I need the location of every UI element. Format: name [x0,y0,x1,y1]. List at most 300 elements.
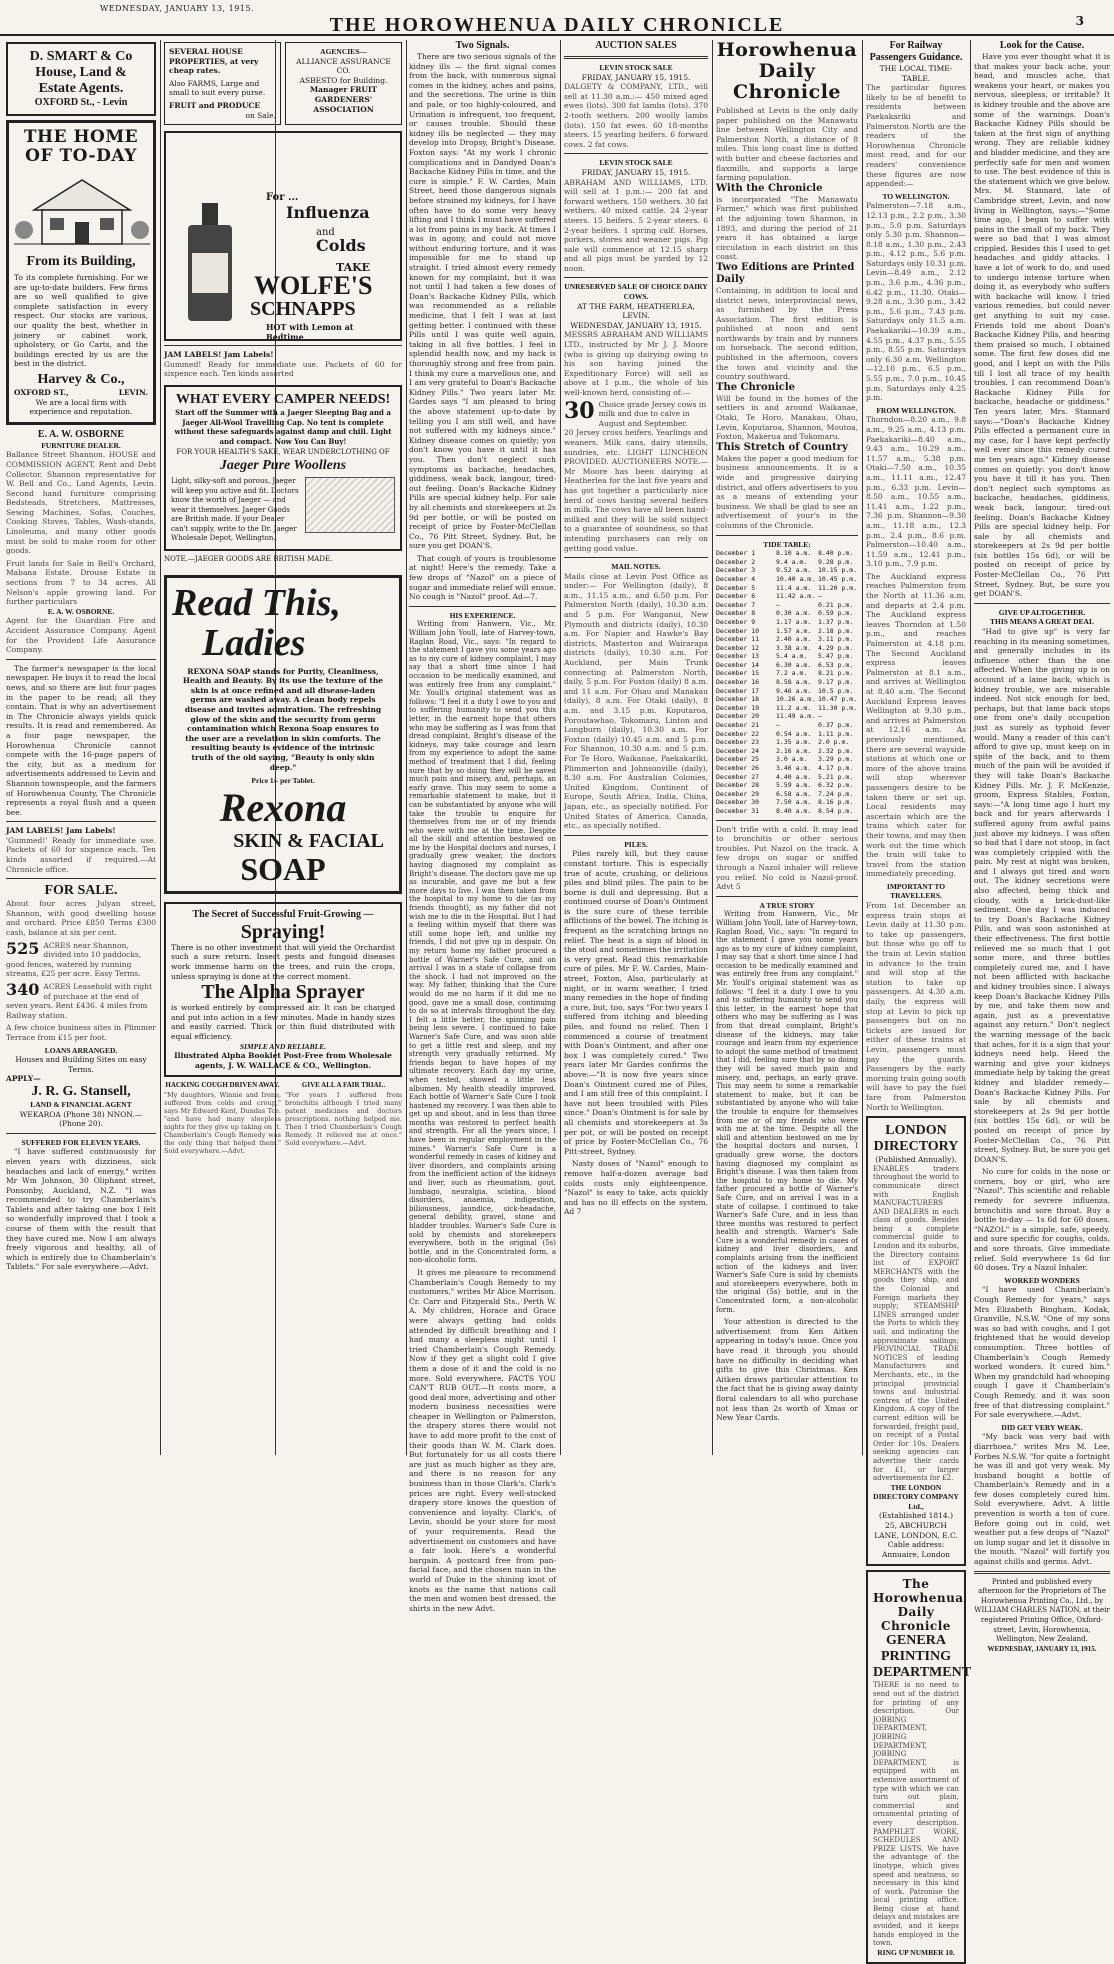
tide-pm: 10.47 p.m. [818,695,858,704]
harvey-name: Harvey & Co., [37,371,125,387]
sale-4: A few choice business sites in Plimmer Terrace from £15 per foot. [6,1023,156,1042]
jaeger-brand: Jaeger Pure Woollens [219,457,347,473]
auction-heading: AUCTION SALES [595,40,677,51]
tide-day: December 16 [716,678,760,687]
tide-day: December 20 [716,712,760,721]
jaeger-small: Light, silky-soft and porous, Jaeger will keep you active and fit. Doctors know the worth of Jaeger — and wear it themselves. Jaeger Goods are British made. If your Dealer can't supply, write to the Dr. Jaeger Wholesale Depot, Wellington. [171,476,299,543]
read-this: Read This, [172,581,341,624]
tide-row [716,798,858,807]
tide-pm: 6.32 p.m. [818,781,854,790]
no-cure-text: No cure for colds in the nose or corners, boy or girl, who are "Nazol". This scientific and reliable remedy for sevrere influenza, bronchitis and sore throat. Buy a bottle to-day — 1s 6d for 60 doses. "NAZOL" is a simple, safe, speedy, and sure specific for coughs, colds, and sore throats. Give immediate relief. Sold everywhere 1s 6d for 60 doses. Try a Nazol Inhaler. [974,1167,1110,1273]
tide-pm: 5.21 p.m. [818,772,854,781]
issue-date: WEDNESDAY, JANUARY 13, 1915. [100,4,255,13]
home-title-1: THE HOME [23,127,139,147]
sale-1: About four acres Julyan street, Shannon, with good dwelling house and orchard. Price £850 Terms £300 cash, balance at six per cent. [6,899,156,938]
tide-day: December 29 [716,789,760,798]
rexona-brand: Rexona [219,784,347,830]
stretch-heading: This Stretch of Country [716,441,848,453]
tide-day: December 27 [716,772,760,781]
very-weak-heading: DID GET VERY WEAK. [1001,1422,1083,1432]
tide-am: 9.52 a.m. [776,566,812,575]
friday-1: FRIDAY, JANUARY 15, 1915. [581,72,691,82]
experience-text: Writing from Hanwern, Vic., Mr. William John Youll, late of Harvey-town, Raglan Road, Vic., says: "In regard to the statement I gave you some years ago as to my cure of kidney complaint, I may say that a short time since I had occasion to be medically examined, and was entirely free from any complaint." Mr. Youll's original statement was as follows: "I feel it a duty I owe to you and to suffering humanity to send you this letter, in the earnest hope that others who may be suffering as I was from that dread complaint, Bright's disease of the kidneys, may take courage and learn from my experience to adopt the same method of treatment that I did, feeling sure that by so doing they will be saved much pain and misery, and, perhaps, an early grave. This may seem to some a remarkable statement to make, but it can be substantiated by anyone who will take the trouble to enquire for themselves from me or of my friends who were with me at the time. Despite all the skill and attention bestowed on me by the Hospital doctors and nurses, I gradually grew weaker, the doctors having diagnosed my complaint as Bright's disease. The doctors gave me up as incurable, and gave me but a few more days to live. I was then taken from the hospital to my home to die (as my friends thought), as my father did not wish me to die in the Hospital. But I had a feeling within myself that there was still some hope left, and unlike my friends, I did not give up in despair. On my return home my father procured a bottle of Warner's Safe Cure, and on arrival I was in a state of collapse from the shock. I had not improved on the way. My father, thinking that the Cure would do me no harm if it did me no good, gave me a small dose, continuing to do so at intervals throughout the day. I felt a little better, the spinning pain being less severe. I continued to take Warner's Safe Cure, and was soon able to get a little rest and sleep, and my strength very gradually returned. My friends began to have hopes of my ultimate recovery. Each day my urine, when tested, showed a little less albumen. My health steadily improved. Each bottle of Warner's Safe Cure I took hastened my recovery. I was then able to get up and about, and in less than three months was restored to perfect health and strength. For all the years since, I have been in regular employment in the mines." Warner's Safe Cure is a wonderful remedy in cases of kidney and liver disorders, and complaints arising from the inefficient action of the kidneys and liver, such as rheumatism, gout, lumbago, neuralgia, sciatica, blood disorders, anaemia, indigestion, biliousness, jaundice, sick-headache, general debility, gravel, stone and bladder troubles. Warner's Safe Cure is sold by chemists and storekeepers everywhere, both in the original (5s) bottle, and in the Concentrated form, a non-alcoholic form. [409,620,556,1265]
ring-up: RING UP NUMBER 10. [877,1947,955,1957]
tide-row [716,712,858,721]
tide-row [716,721,858,730]
tide-row [716,755,858,764]
osborne-text-2: Fruit lands for Sale in Bell's Orchard, Mabana Estate. Drouse Estate in sections from 7 to 34 acres. All Nelson's apple growing land. For further particulars [6,558,156,607]
tide-row [716,781,858,790]
agencies-2: Also FARMS, Large and small to suit every purse. [169,78,266,98]
agencies-4: on Sale. [245,110,276,120]
tide-am: 1.57 a.m. [776,626,812,635]
the-chronicle-heading: The Chronicle [716,381,796,393]
mail-heading: MAIL NOTES. [611,562,661,572]
tide-row [716,592,858,601]
tide-am: 6.58 a.m. [776,789,812,798]
influenza-for: For ... [266,192,299,204]
tide-am: 3.38 a.m. [776,643,812,652]
tide-row [716,618,858,627]
booklet: Illustrated Alpha Booklet Post-Free from Wholesale agents, J. W. WALLACE & CO., Wellington. [174,1051,392,1070]
printing-ad [866,1570,972,1964]
croup-heading: HACKING COUGH DRIVEN AWAY. [165,1081,280,1090]
tide-row [716,627,858,636]
true-story-heading: A TRUE STORY [759,900,815,910]
tide-row [716,669,858,678]
tide-pm: 9.28 p.m. [818,557,854,566]
piles-text: Piles rarely kill, but they cause constant torture. This is especially true of acute, crushing, or delirious piles and blind piles. The pain to be borne is dull and depressing. But a continued course of Doan's Ointment is the sure cure of these terrible afflictions of the bowel. The itching is frequent as the scratching brings no relief. The heat is a sign of blood in the stool and sometimes the irritation is very great. Read this remarkable cure of piles. Mr F. W. Cardes, Main-street, Foxton, Also, particularly at night, or in warm weather. I tried many remedies in the hope of finding a cure, but, too, says "For two years I suffered from itching and bleeding piles, and found no relief. Then I commenced a course of treatment with Doan's Ointment, and after one box I was completely cured." Two years later Mr Gardes confirms the above:—"It is now five years since Doan's Ointment cured me of Piles, and I am still free of this complaint. I have not been troubled with Piles since." Doan's Ointment is for sale by all chemists and storekeepers at 3s per pot, or will be posted on receipt of price by Foster-McClellan Co., 76 Pitt-street, Sydney. [564,849,708,1156]
levin-stock-1: LEVIN STOCK SALE [599,63,673,72]
signals-text: There are two serious signals of the kidney ills — the first signal comes from the back, with numerous signal comes in the kidney, aches and pains, and the secretions. The urine is thin and pale, or too highly-coloured, and Urination is infrequent, too frequent, or causes trouble. Should these kidney ills be neglected — they may develop into Dropsy, Bright's Disease. Foxton says: "At my work I chronic complications and in Dandyed Doan's Backache Kidney Pills in time, and the cure is simple." F. W. Cardes, Main Street, heed those dangerous signals before strained my kidneys, for I have often have to do some very heavy lifting and I think I must have suffered a lot from pains in my back. At times I was in agony, and could not move without enduring torture, and it was impossible for me to stand up straight. I tried almost every remedy known for my complaint, but it was not until I had taken a few doses of Doan's Backache Kidney Pills, which was recommended as a reliable medicine, that I felt I was at last getting better. I continued with these Pills until I was quite well again, taking in all five bottles. I feel in splendid health now, and my back is thoroughly strong and free from pain. I think my cure a marvellous one, and I am very grateful to Doan's Backache Kidney Pills." Two years later Mr. Gardes says "I am pleased to bring the above statement up-to-date by telling you I am still well, and have not suffered with my kidneys since." Kidney disease comes on quietly; you don't know you have it until it has you. Then don't neglect such symptoms as backache, headaches, giddiness, weak back, langour, tired-out feeling. Doan's Backache Kidney Pills are special kidney help. For sale by all chemists and storekeepers at 2s 9d per bottle, or will be posted on receipt of price by Foster-McClellan Co., 76 Pitt Street, Sydney. But, be sure you get DOAN'S. [409,52,557,551]
tide-row [716,738,858,747]
tide-row [716,687,858,696]
agencies-1: SEVERAL HOUSE PROPERTIES, at very cheap rates. [169,47,259,76]
tide-day: December 11 [716,635,760,644]
two-editions-heading: Two Editions are Printed Daily [716,261,855,285]
london-established: (Established 1814.) [878,1511,954,1521]
tide-day: December 13 [716,652,760,661]
two-editions-text: Containing, in addition to local and district news, interprovincial news, as furnished by the Press Association. The first edition is published at noon and sent northwards by train and by runners on horseback. The second edition, published in the afternoon, covers the town and vicinity and the country southward. [716,285,858,382]
smart-name: D. SMART & Co [29,49,133,64]
column-rule [862,40,863,1455]
tide-pm: 1.37 p.m. [818,617,854,626]
tide-day: December 6 [716,592,756,601]
alpha-heading: The Alpha Sprayer [201,981,365,1004]
agencies-ad [164,42,281,125]
jaeger-under: FOR YOUR HEALTH'S SAKE, WEAR UNDERCLOTHING OF [176,448,390,457]
tide-day: December 25 [716,755,760,764]
tide-day: December 24 [716,746,760,755]
tide-pm: 8.54 p.m. [818,806,854,815]
tide-day: December 26 [716,764,760,772]
trifle-text: Don't trifle with a cold. It may lead to bronchitis or other serious troubles. Put Nazol on the track. A few drops on sugar or sniffed through a Nazol inhaler will relieve you relief. No cold is Nazol-proof. Advt 5 [716,824,858,892]
column-5 [716,40,858,1455]
home-title-2: OF TO-DAY [25,146,137,166]
jam-heading-2: JAM LABELS! Jam Labels! [164,350,274,360]
tide-day: December 2 [716,557,756,566]
tide-am: 3.0 a.m. [776,755,808,764]
london-word: LONDON [885,1123,947,1139]
tide-am: 11.2 a.m. [776,703,812,712]
tide-pm: 11.20 p.m. [818,583,858,592]
sale-3-text: ACRES Leasehold with right of purchase at the end of seven years. Rent £436. 4 miles from Railway station. [6,982,152,1020]
tide-pm: 6.53 p.m. [818,660,854,669]
ladies-word: Ladies [202,621,306,664]
tide-row [716,695,858,704]
published-text: Published at Levin is the only daily paper published on the Manawatu line between Wellington City and Palmerston North, a distance of 8 miles. This long coast line is dotted with butter and cheese factories and flaxmills, and supports a large farming population. [716,106,858,183]
tide-am: 11.4 a.m. [776,583,812,592]
alpha-text: is worked entirely by compressed air. It can be charged and put into action in a few minutes. Made in handy sizes and easily carried. Thick or thin fluid distributed with equal efficiency. [171,1003,395,1041]
tide-pm: 7.24 p.m. [818,789,854,798]
london-address: 25, ABCHURCH LANE, LONDON, E.C. Cable address: Annuaire, London [874,1521,958,1559]
attention-text: Your attention is directed to the advertisement from Ken Aitken appearing in today's issue. Once you have read it through you should have no difficulty in deciding what gifts to give this Christmas. Ken Aitken draws particular attention to the fact that he is giving away dainty floral calendars to all who purchase not less than 2s worth of Xmas or New Year Cards. [716,1317,858,1423]
with-heading: With the Chronicle [716,182,823,194]
agencies-5: ALLIANCE ASSURANCE CO. [296,56,391,76]
tide-pm: 3.11 p.m. [818,635,854,644]
true-story-text: Writing from Hanwern, Vic., Mr William John Youll, late of Harvey-town, Raglan Road, Vic., says: "In regard to the statement I gave you some years ago as to my cure of kidney complaint, I may say that a short time since I had occasion to be medically examined and was entirely free from any complaint." Mr. Youll's original statement was as follows: "I feel it a duty I owe to you and to suffering humanity to send you this letter, in the earnest hope that others who may be suffering as I was from that dread complaint, Bright's disease of the kidneys, may take courage and learn from my experience to adopt the same method of treatment that I did, feeling sure that by so doing they will be saved much pain and misery, and, perhaps, an early grave. This may seem to some a remarkable statement to make, but it can be substantiated by anyone who will take the trouble to enquire for themselves from me or of my friends who were with me at the time. Despite all the skill and attention bestowed on me by the hospital doctors and nurses, I gradually grew worse, the doctors having diagnosed my complaint as Bright's disease. I was then taken from the hospital to my home to die. My father procured a bottle of Warner's Safe Cure, and on arrival I was in a state of collapse. I continued to take Warner's Safe Cure, and in less than three months was restored to perfect health and strength. Warner's Safe Cure is a wonderful remedy in cases of kidney and liver disorders, and complaints arising from the inefficient action of the kidneys and liver. Warner's Safe Cure is sold by chemists and storekeepers everywhere, both in the original (5s) bottle, and in the Concentrated form, a non-alcoholic form. [716,910,858,1314]
agencies-6: ASBESTO for Building. [299,75,388,85]
tide-day: December 5 [716,583,756,592]
tide-row [716,584,858,593]
thirty-text: Choice grade Jersey cows in milk and due to calve in August and September. [598,399,707,428]
secret-heading: The Secret of Successful Fruit-Growing — [192,908,374,920]
give-up-heading: GIVE UP ALTOGETHER. [998,607,1086,617]
paper-title-1: Horowhenua [716,39,858,61]
tide-day: December 30 [716,798,760,807]
very-weak-text: "My back was very bad with diarrhoea," writes Mrs M. Lee, Forbes N.S.W. "for quite a fortnight he was ill and got very weak. My husband bought a bottle of Chamberlain's Remedy and in a few doses completely cured him. Sold everywhere. Advt. A little prevention is worth a ton of cure. Before going out in cold, wet weather put a few drops of "Nazol" on lump sugar and let it dissolve in the mouth. "Nazol" will fortify you against chills and germs. Advt. [974,1432,1110,1567]
published-annually: (Published Annually). [875,1155,957,1165]
rail-text: The particular figures likely to be of benefit to residents between Paekakariki and Palmerston North are the readers of the Horowhenua Chronicle most read, and for our readers' convenience these figures are now appended:— [866,83,966,189]
paper-title-2: Daily [758,60,816,82]
tide-table [716,549,858,815]
printing-word: PRINTING [880,1649,951,1665]
important-heading: IMPORTANT TO TRAVELLERS. [886,881,946,901]
osborne-sig: E. A. W. OSBORNE. [47,606,115,616]
genera-word: GENERA [886,1633,946,1649]
cause-text: Have you ever thought what it is that makes your back ache, your head, and muscles ache, that weakens your heart, or makes you nervous, sleepless, or irritable? It is kidney trouble and the above are some of the warnings. Doan's Backache Kidney Pills should be taken at the first sign of anything wrong. They are reliable kidney and bladder medicine, and they are perfectly safe for men and women to use. The best evidence of this is the statement which we give below. Mrs. M. Stannard, late of Cambridge street, Levin, and now living in Wellington, says:—"Some time ago, I began to suffer with pains in the small of my back. They were so bad that I was almost crippled. Besides this I used to get headaches and giddy attacks. I have a lot of work to do, and used to undergo intense torture when doing it, as everybody who suffers with backache will know. I tried various remedies, but could never get anything to suit my case. Friends told me about Doan's Backache Kidney Pills, and hearing them praised so much, I obtained some. The first few doses did me good, and I kept on with the Pills till I lost all trace of my health troubles. I can recommend Doan's Backache Kidney Pills for backache, headache or giddiness." Ten years later, Mrs. Stannard says:—"Doan's Backache Kidney Pills effected a permanent cure in my case, for I have kept perfectly well ever since this remedy cured me ten years ago." Kidney disease comes on quietly: you don't know you have it till it has you. Then don't neglect such symptoms as backache, headaches, giddiness, weak back, langour, tired-out feeling. Doan's Backache Kidney Pills are special kidney help. For sale by all chemists and storekeepers at 2s 9d per bottle (six bottles 15s 6d), or will be posted on receipt of price by Foster-McClellan Co., 76 Pitt Street, Sydney. But, be sure you get DOAN'S. [974,52,1110,599]
bottle-icon [180,203,240,323]
hot-lemon: HOT with Lemon at Bedtime [266,322,354,342]
tide-row [716,575,858,584]
tide-am: 0.54 a.m. [776,729,812,738]
tide-heading: TIDE TABLE: [763,539,811,549]
nazol-text: That cough of yours is troublesome at night! Here's the remedy. Take a few drops of "Nazol" on a piece of sugar and immediate relief will ensue. No cough is "Nazol" proof. Ad—7. [409,553,556,602]
important-text: From 1st December an express train stops at Levin daily at 11.30 p.m. to take up passengers, but those who go off to the train at Levin station in advance to the train and will stop at the station to take up passengers. At 4.30 a.m. daily, the express will stop at Levin to pick up passengers but on no tickets are issued for either of these trains at Levin, passengers must pay the guards. Passengers by the early morning train going south will have to pay the fuel fare from Palmerston North to Wellington. [866,901,966,1112]
tide-pm: 4.29 p.m. [818,643,854,652]
tide-am: — [776,721,780,730]
croup-text: "My daughters, Winnie and Irene, suffered from colds and croup," says Mr Edward Kent, Dundas Tce. "and have had many sleepless nights for they give up taking on it. Chamberlain's Cough Remedy was the only thing that helped them." Sold everywhere.—Advt. [164,1090,281,1155]
stansell-sub: LAND & FINANCIAL AGENT [30,1099,132,1109]
tide-day: December 22 [716,729,760,738]
harvey-addr-right: LEVIN. [118,387,148,397]
suffered-heading: SUFFERED FOR ELEVEN YEARS. [21,1137,141,1147]
tide-am: 5.4 a.m. [776,652,808,661]
suffered-text: "I have suffered continuously for eleven years with dizziness, sick headaches and lack of energy," writes Mr Wm Johnson, 30 Oliphant street, Ponsonby, Auckland, N.Z. "I was recommended to try Chamberlain's Tablets and after taking one box I felt so wonderfully improved that I took a course of them with the result that they have cured me. Now I am always freely vigorous and healthy, all of which is entirely due to Chamberlain's Tablets." For sale everywhere.—Advt. [6,1147,156,1272]
tide-pm: 10.45 p.m. [818,574,858,583]
jaeger-note: NOTE.—JAEGER GOODS ARE BRITISH MADE. [164,555,333,564]
printed-by: Printed and published every afternoon for the Proprietors of The Horowhenua Printing Co., Ltd., by WILLIAM CHARLES NATION, at their registered Printing Office, Oxford-street, Levin, Horowhenua, Wellington, New Zealand. [974,1577,1110,1644]
tide-row [716,652,858,661]
tide-pm: 8.40 p.m. [818,549,854,558]
jam-heading: JAM LABELS! Jam Labels! [6,826,116,836]
give-up-sub: THIS MEANS A GREAT DEAL [990,617,1094,627]
skin-facial: SKIN & FACIAL [233,829,384,852]
tide-row [716,678,858,687]
tide-am: 2.40 a.m. [776,635,812,644]
influenza-word: Influenza [286,203,370,223]
tide-am: 1.35 a.m. [776,738,812,747]
tide-row [716,661,858,670]
jersey-text: 20 Jersey cross heifers, Yearlings and weaners. Milk cans, dairy utensils, sundries, etc. LIGHT LUNCHEON PROVIDED. AUCTIONEERS NOTE.—Mr Moore has been dairying at Heatherlea for the last five years and has got together a particularly nice herd of cows having several heifers in milk. The cows have all been hand-milked and they will be sold subject to a guarantee of soundness, so that intending purchasers can rely on getting good value. [564,428,708,553]
tide-am: 5.59 a.m. [776,781,812,790]
directory-word: DIRECTORY [873,1139,959,1155]
smart-line-1: House, Land & [35,65,127,80]
tide-pm: 0.37 p.m. [818,721,854,730]
stansell-addr: WEKAROA (Phone 38) NNON.— (Phone 20). [19,1109,143,1129]
fair-text: "For years I suffered from bronchitis although I tried many patent medicines and doctors prescriptions. nothing helped me. Then I tried Chamberlain's Cough Remedy. It relieved me at once." Sold everywhere.—Advt. [285,1090,402,1147]
tide-pm: 2.18 p.m. [818,626,854,635]
from-wellington-heading: FROM WELLINGTON. [876,405,956,415]
tide-am: 3.46 a.m. [776,764,812,772]
schnapps-word: SCHNAPPS [250,298,356,321]
tide-pm: 0.59 p.m. [818,609,854,618]
tide-row [716,773,858,782]
to-wellington-heading: TO WELLINGTON. [882,191,950,201]
building-heading: From its Building, [26,254,136,269]
tide-day: December 12 [716,643,760,652]
printing-paper-title: The Horowhenua Daily Chronicle [873,1577,964,1634]
page-number: 3 [1075,14,1084,28]
tide-day: December 21 [716,721,760,730]
harvey-ad [6,120,156,425]
tide-row [716,764,858,773]
stansell-name: J. R. G. Stansell, [31,1083,131,1099]
department-word: DEPARTMENT [873,1665,972,1681]
from-wellington-text: Thorndon—8.20 a.m., 9.8 a.m., 9.25 a.m., 4.13 p.m. Paekakariki—8.40 a.m., 9.43 a.m., 10.29 a.m., 11.57 a.m., 5.38 p.m. Otaki—7.50 a.m., 10.35 a.m., 11.11 a.m., 12.47 p.m., 6.33 p.m. Levin—8.50 a.m., 10.55 a.m., 11.41 a.m., 1.22 p.m., 7.36 p.m. Shannon—9.30 a.m., 11.18 a.m., 12.3 p.m., 2.4 p.m., 8.6 p.m. Palmerston—10.40 a.m., 11.59 a.m., 12.41 p.m., 3.10 p.m., 7.9 p.m. [866,415,966,569]
worked-heading: WORKED WONDERS [1004,1275,1080,1285]
london-company: THE LONDON DIRECTORY COMPANY Ltd., [873,1482,959,1511]
tide-pm: 10.5 p.m. [818,686,854,695]
signals-heading: Two Signals. [455,40,510,51]
mail-text: Mails close at Levin Post Office as under:— For Wellington (daily), 8 a.m., 11.15 a.m., and 6.50 p.m. For Palmerston North (daily), 10.30 a.m. and 5 p.m. For Wanganui, New Plymouth and districts (daily), 10.30 a.m. For Napier and Hawke's Bay districts, Masterton and Wairarapa districts (daily), 10.30 a.m. For Auckland, per Main Trunk connecting at Palmerston North, daily, 5 p.m. For Foxton (daily) 8 a.m. and 11 a.m. For Ohau and Manakau (daily), 8 a.m. For Otaki (daily), 8 a.m. and 3.15 p.m. Koputaroa, Poroutawhao, Tokomaru, Linton and Longburn (daily), 10.30 a.m. For Foxton (daily) 10.45 a.m. and 5 p.m. For Shannon, 10.30 a.m. and 5 p.m. For Te Horo, Waikanae, Paekakariki, Plimmerton and Johnsonville (daily), 8.30 a.m. For Australian Colonies, United Kingdom, Continent of Europe, South Africa, India, China, Japan, etc., as specially notified. For United States of America, Canada, etc., as specially notified. [564,571,708,831]
tide-day: December 23 [716,738,760,747]
tide-pm: — [818,712,822,721]
chemist-text: It gives me pleasure to recommend Chamberlain's Cough Remedy to my customers," writes Mr Alice Morrison. Cr. Carr and Fitzgerald Sts., Perth W. A. My children, Horace and Grace were always getting bad colds attended by difficult breathing and I had many a sleepless night until I tried Chamberlain's Cough Remedy. Now if they get a slight cold I give them a dose of it and the cold is no more. Sold everywhere. FACTS YOU CAN'T RUB OUT.—It costs more, a good deal more, advertising and other modern business necessities were cheaper in Wellington or Palmerston, the drapery stores there would not have to add more profit to the cost of their goods than W. M. Clark does. But fortunately for us all costs there are just as much higher as they are, and there is no reason for any business than in those Clark's. Clark's prices are right. Every well-stocked drapery store knows the question of convenience and loyalty. Clark's, of Levin, should be your store for most of your requirements. Read the advertisement on customers and have a fair look. Here's a wonderful bargain. A postcard free from pan-facial face, and the chosen man in the world of Duke in the shining knot of knots as the name that nations call the men and women best dressed, the shirts in the new Advt. [409,1267,556,1613]
osborne-heading: E. A. W. OSBORNE [37,428,125,440]
spraying-word: Spraying! [240,920,326,943]
sale-2-text: ACRES near Shannon, divided into 10 paddocks, good fences, watered by running streams, £25 per acre. Easy Terms. [6,940,142,979]
column-rule [406,40,407,1455]
tide-pm: 2.32 p.m. [818,746,854,755]
to-wellington-text: Palmerston—7.18 a.m., 12.13 p.m., 2.2 p.m., 3.30 p.m., 5.0 p.m. Saturdays only 5.30 p.m. Shannon—8.18 a.m., 1.30 p.m., 2.43 p.m., 4.12 p.m., 5.6 p.m. Saturdays only 10.31 p.m. Levin—8.49 a.m., 2.12 p.m., 3.6 p.m., 4.36 p.m., 6.42 p.m., 11.30. Otaki—9.28 a.m., 3.30 p.m., 3.42 p.m., 5.6 p.m., 7.43 p.m. Saturdays only 11.5 a.m. Paekakariki—10.39 a.m., 4.55 p.m., 4.37 p.m., 5.55 p.m., 8.55 p.m. Saturdays only 6.30 a.m. Wellington—12.10 p.m., 6.5 p.m., 5.55 p.m., 7.0 p.m., 10.45 p.m. Saturdays only 4.25 p.m. [866,201,966,403]
thirty-num: 30 [564,397,595,424]
column-4 [564,40,708,1455]
abraham-2-text: MESSRS ABRAHAM AND WILLIAMS LTD., instructed by Mr J. J. Moore (who is giving up dairying owing to his son having joined the Expeditionary Force) will sell as above at 1 p.m., the whole of his well-known herd, consisting of:— [564,330,708,397]
tide-row [716,635,858,644]
tide-day: December 1 [716,549,756,558]
tide-am: 2.16 a.m. [776,746,812,755]
jaeger-heading: WHAT EVERY CAMPER NEEDS! [175,391,391,407]
column-rule [160,40,161,1455]
tide-am: 9.46 a.m. [776,686,812,695]
sale-2 [6,938,156,979]
tide-row [716,558,858,567]
printing-text: THERE is no need to send out of the district for printing of any description. Our JOBBING DEPARTMENT, JOBBING DEPARTMENT, JOBBING DEPARTMENT, is equipped with an extensive assortment of type with which we can turn out plain, commercial and ornamental printing of every description. PAMPHLET WORK, SCHEDULES AND PRIZE LISTS. We have the advantage of the linotype, which gives speed and neatness, so necessary in this kind of work. Patronise the local printing office. Being close at hand delays and mistakes are avoided, and it keeps hands employed in the town. [873,1681,959,1948]
newspaper-title: THE HOROWHENUA DAILY CHRONICLE [329,14,785,36]
tide-day: December 4 [716,574,756,583]
jaeger-text: Start off the Summer with a Jaeger Sleeping Bag and a Jaeger All-Wool Travelling Cap. No tent is complete without these safeguards against damp and chill. Light and compact. Now You Can Buy! [174,407,392,446]
column-6 [866,40,972,1957]
tide-pm: 4.17 p.m. [818,764,854,772]
smart-ad [6,42,156,116]
tide-pm: 5.47 p.m. [818,652,854,661]
houses: Houses and Building Sites on easy Terms. [15,1055,147,1074]
nazol-2-text: Nasty doses of "Nazol" enough to remove half-a-dozen average bad colds costs only eighteenpence. "Nazol" is easy to take, acts quickly and has no ill effects on the system. Ad 7 [564,1159,708,1217]
colds-word: Colds [316,236,366,256]
osborne-agent: Agent for the Guardian Fire and Accident Assurance Company. Agent for the Provident Life Assurance Company. [6,616,156,655]
osborne-text: Ballance Street Shannon. HOUSE and COMMISSION AGENT, Rent and Debt Collector. Shannon representative for W. Bell and Co., Land Agents, Levin. Second hand furniture comprising Bedsteads, Stretchers, Mattresses, Sewing Machines, Sofas, Couches, Cooking Stoves, Tables, Wash-stands, Linoleums, and many other goods must be sold to make room for other goods. [6,450,156,556]
building-text: To its complete furnishing. For we are up-to-date builders. Few firms are so well qualified to give complete satisfaction in every respect. Our stocks are various, our quality the best, whether in joinery or cabinet work, upholstery, or Go Carts, and the buildings erected by us are the best in the district. [14,273,148,369]
worked-text: "I have used Chamberlain's Cough Remedy for years," says Mrs Elizabeth Bingham, Kodak, Granville, N.S.W. "One of my sons was so bad with coughs, and I got frightened that he would develop consumption. Three bottles of Chamberlain's Cough Remedy worked wonders. It cured him." When my grandchild had whooping cough I gave it Chamberlain's Cough Remedy, and it was soon free of that distressing complaint." For sale everywhere.—Advt. [974,1285,1110,1420]
abraham-text: ABRAHAM AND WILLIAMS, LTD. will sell at 1 p.m.:— 200 fat and forward wethers. 150 wethers. 30 fat wethers. 40 mixed cattle. 24 2-year steers. 15 heifers. 5 2-year steers. 6 2-year heifers. 1 spring calf. Horses, porkers, stores and weaner pigs. Pig sale will commence at 12.15 sharp and all pigs must be yarded by 12 noon. [564,177,708,273]
dairy-heading: UNRESERVED SALE OF CHOICE DAIRY COWS. [564,282,708,302]
tide-day: December 19 [716,703,760,712]
loans: LOANS ARRANGED. [44,1045,118,1055]
sale-2-num: 525 [6,938,40,958]
rexona-price: Price 1/- per Tablet. [251,776,315,786]
auckland-text: The Auckland express reaches Palmerston from the North at 11.36 a.m. and departs at 2.4 p.m. The Auckland express leaves Thorndon at 1.50 p.m., and reaches Palmerston at 4.18 p.m. The Second Auckland express leaves Palmerston at 8.1 a.m., and arrives at Wellington at 8.40 a.m. The Second Auckland Express leaves Wellington at 9.30 p.m., and arrives at Palmerston at 12.16 a.m. As previously mentioned, there are several wayside stations at which one or more of the above trains will stop wherever passengers desire to be taken there or set up. Local residents may ascertain which are the trains which cater for their towns, and may then work out the time which the train will take to travel from the station immediately preceding. [866,571,966,879]
take-word: TAKE [336,261,371,275]
jam-text: 'Gummed!' Ready for immediate use. Packets of 60 for sixpence each. Ten kinds assorted if required.—At Chronicle office. [6,835,156,874]
stretch-text: Makes the paper a good medium for business announcements. It is a wide and progressive dairying district, and offers advertisers to you as a means of extending your business. We shall be glad to see an advertisement of your's in the columns of the Chronicle. [716,453,858,530]
column-7 [974,40,1110,1653]
tide-row [716,704,858,713]
column-3-text [409,40,557,1613]
agencies-7: Manager FRUIT GARDENERS' ASSOCIATION [309,85,378,114]
friday-2: FRIDAY, JANUARY 15, 1915. [581,167,691,177]
tide-am: 11.42 a.m. [776,592,816,601]
tide-pm: 8.16 p.m. [818,798,854,807]
tide-day: December 7 [716,600,756,609]
house-illustration [14,170,150,250]
farmers-text: The farmer's newspaper is the local newspaper. He buys it to read the local news, and so there are but four pages in the paper to be read; all they contain. That is why an advertisement in The Chronicle always yields quick results. It is read and remembered. As a four page newspaper, the Horowhenua Chronicle cannot compete with the 16-page papers of the city, but as a medium for advertisements addressed to Levin and Shannon townspeople, and the farmers of Horowhenua County, The Chronicle represents a royal flush and a queen bee. [6,663,156,817]
tide-pm: 1.11 p.m. [818,729,854,738]
tide-am: 8.40 a.m. [776,806,812,815]
tide-row [716,790,858,799]
tide-pm: 0.21 p.m. [818,600,854,609]
local-timetable: THE LOCAL TIME-TABLE. [879,64,953,83]
london-directory-ad [866,1116,966,1566]
paper-title-3: Chronicle [732,81,842,103]
tide-am: 11.49 a.m. [776,712,816,721]
agencies-heading: AGENCIES— [320,47,367,56]
cause-heading: Look for the Cause. [999,40,1085,51]
tide-pm: 9.17 p.m. [818,678,854,687]
harvey-addr-left: OXFORD ST., [14,387,69,397]
give-up-text: "Had to give up" is very far reaching in its meaning sometimes, and generally includes in its influence other than the one affected. When the giving up is on account of a lame back, which is kidney trouble, we are miserable indeed. Not sick enough for bed, perhaps, but that lame back stops one from one's daily occupation just as surely as typhoid fever would. Many a reader of this can't afford to give up, must keep on in spite of the back, and to them much of the pain will be avoided if they will take Doan's Backache Kidney Pills. Mr. J. F. McKenzie, groom, Express Stables, Foxton, says:—"A long time ago I hurt my back and for years afterwards I suffered agony from awful pains just above my kidneys. I was often so bad that I dare not stoop, in fact was completely crippled with the pain. My rest at night was broken, and I always got tired and worn out. The kidney secretions were also affected, being thick and cloudy, with a brick-dust-like sediment. One day I was induced to try Doan's Backache Kidney Pills, and was soon astonished at their effectiveness. The first bottle relieved me so much that I got some more, and three bottles completely cured me, and I have not been afflicted with backache and kidney troubles since. I always keep Doan's Backache Kidney Pills by me, and take them now and again, just as a preventative against any return." Don't neglect the warning message of the back that aches, for it is a sign that your kidneys need help. Heed the warning and give your kidneys immediate help by taking the great kidney and bladder remedy—Doan's Backache Kidney Pills. For sale by all chemists and storekeepers at 2s 9d per bottle (six bottles 15s 6d), or will be posted on receipt of price by Foster-McClellan Co., 76 Pitt street, Sydney. But, be sure you get DOAN'S. [974,627,1110,1164]
farm-location: AT THE FARM, HEATHERLEA, LEVIN. [577,301,695,321]
tide-day: December 9 [716,617,756,626]
column-rule [712,40,713,1455]
tide-am: 7.2 a.m. [776,669,808,678]
tide-pm: — [818,592,822,601]
tide-row [716,644,858,653]
tide-row [716,549,858,558]
tide-day: December 31 [716,806,760,815]
simple-reliable: SIMPLE AND RELIABLE. [239,1041,327,1051]
printed-date: WEDNESDAY, JANUARY 13, 1915. [987,1644,1097,1653]
tide-am: 8.58 a.m. [776,678,812,687]
tide-day: December 18 [716,695,760,704]
tide-day: December 14 [716,660,760,669]
spray-text: There is no other investment that will yield the Orchardist such a sure return. Insect pests and fungoid diseases work immense harm on the trees, and ruin the crops, unless spraying is done at the correct moment. [171,942,395,981]
wolfes-word: WOLFE'S [254,271,373,301]
levin-stock-2: LEVIN STOCK SALE [599,158,673,168]
osborne-sub: FURNITURE DEALER. [41,440,121,450]
tide-am: 1.17 a.m. [776,617,812,626]
jam-text-2: Gummed! Ready for immediate use. Packets of 60 for sixpence each. Ten kinds assorted [164,359,402,379]
column-rule [970,40,971,1455]
dalgety-text: DALGETY & COMPANY, LTD., will sell at 11.30 a.m.:— 450 mixed aged ewes (lots). 300 fat lambs (lots). 370 2-tooth wethers. 200 woolly lambs (lots). 150 fat ewes. 60 18-months steers. 15 yearling heifers. 6 forward cows. 2 fat cows. [564,82,708,149]
tide-row [716,609,858,618]
rexona-text: REXONA SOAP stands for Purity, Cleanliness, Health and Beauty. By its use the texture of the skin is at once refined and all disease-laden germs are washed away. A clean body repels disease and invites admiration. The refreshing glow of the skin and the security from germ contamination which Rexona Soap ensures to the user are a revelation in skin comforts. The resulting beauty is evidence of the intrinsic truth of the old saying, "Beauty is only skin deep." [182,666,384,772]
sale-3-num: 340 [6,980,40,999]
smart-address: OXFORD St., - Levin [34,97,128,108]
apply: APPLY— [6,1074,41,1084]
soap-word: SOAP [240,850,326,887]
tide-day: December 28 [716,781,760,790]
tide-am: 7.50 a.m. [776,798,812,807]
tide-am: 10.40 a.m. [776,574,816,583]
tide-pm: 11.30 p.m. [818,703,858,712]
tide-row [716,807,858,816]
with-text: is incorporated "The Manawatu Farmer," which was first published at the adjoining town Shannon, in 1893, and during the period of 21 years it has obtained a large circulation in each district on this coast. [716,194,858,262]
piles-heading: PILES. [624,839,648,849]
tide-row [716,730,858,739]
column-rule [560,40,561,1455]
and-word: and [316,227,335,239]
tide-row [716,601,858,610]
tide-am: 0.30 a.m. [776,609,812,618]
tide-day: December 8 [716,609,756,618]
london-text: ENABLES traders throughout the world to communicate direct with English MANUFACTURERS AND DEALERS in each class of goods. Besides being a complete commercial guide to London and its suburbs, the Directory contains list of EXPORT MERCHANTS with the goods they ship, and the Colonial and Foreign markets they supply; STEAMSHIP LINES arranged under the Ports to which they sail, and indicating the approximate sailings; PROVINCIAL TRADE NOTICES of leading Manufacturers and Merchants, etc., in the principal provincial towns and industrial centres of the United Kingdom. A copy of the current edition will be forwarded, freight paid, on receipt of a Postal Order for 10s. Dealers seeking agencies can advertise their cards for £1, or larger advertisements for £2. [873,1164,959,1483]
tide-day: December 17 [716,686,760,695]
wednesday-date: WEDNESDAY, JANUARY 13, 1915. [570,320,702,330]
tide-pm: 3.29 p.m. [818,755,854,764]
tide-pm: 2.0 p.m. [818,738,850,747]
tide-am: 9.4 a.m. [776,557,808,566]
experience-heading: HIS EXPERIENCE. [449,610,516,620]
smart-line-2: Estate Agents. [38,81,124,96]
tide-day: December 15 [716,669,760,678]
tide-am: 6.30 a.m. [776,660,812,669]
tide-day: December 3 [716,566,756,575]
tide-am: 10.26 a.m. [776,695,816,704]
tide-day: December 10 [716,626,760,635]
tide-am: — [776,600,780,609]
for-sale-heading: FOR SALE. [44,883,118,899]
tide-row [716,566,858,575]
tide-pm: 8.21 p.m. [818,669,854,678]
column-1 [6,40,156,1455]
column-3 [280,40,402,1455]
tide-am: 8.10 a.m. [776,549,812,558]
agencies-3: FRUIT and PRODUCE [169,100,261,110]
sale-3 [6,982,156,1020]
fair-heading: GIVE ALL A FAIR TRIAL. [301,1081,386,1090]
tide-row [716,747,858,756]
